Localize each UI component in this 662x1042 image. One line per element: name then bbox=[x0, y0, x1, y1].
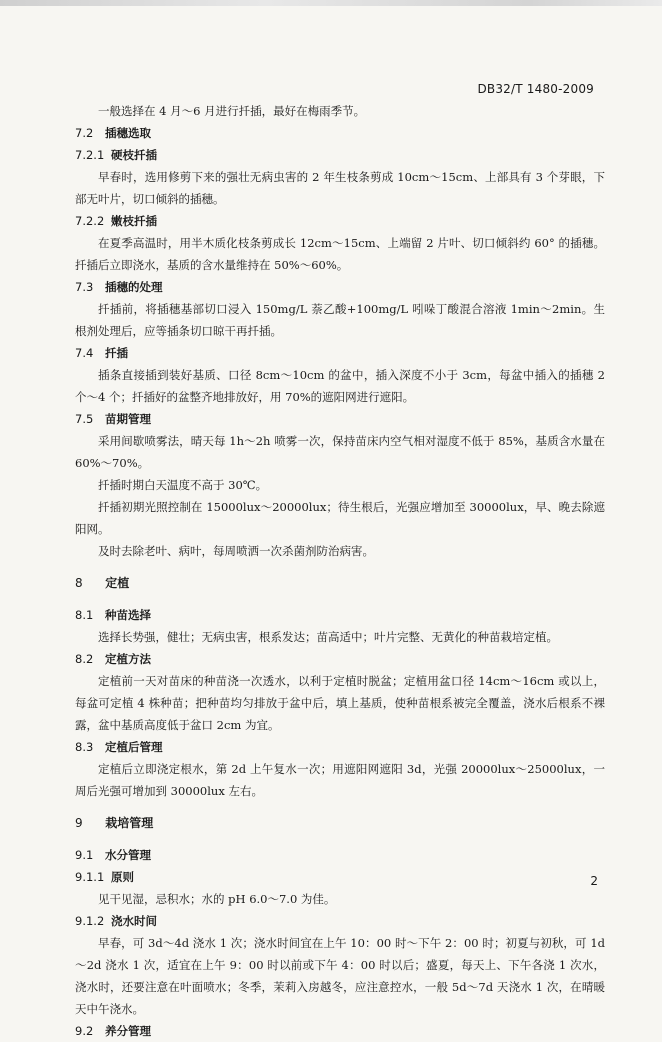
paragraph: 定植前一天对苗床的种苗浇一次透水，以利于定植时脱盆；定植用盆口径 14cm～16cm 或以上，每盆可定植 4 株种苗；把种苗均匀排放于盆中后，填上基质，使种苗根系被完全覆盖，浇水后根系不裸露，盆中基质高度低于盆口 2cm 为宜。 bbox=[75, 674, 605, 732]
section-title: 水分管理 bbox=[105, 848, 152, 862]
section-number: 9.1 bbox=[75, 848, 94, 862]
section-title: 定植 bbox=[105, 576, 130, 590]
section-title: 硬枝扦插 bbox=[111, 148, 158, 162]
section-title: 养分管理 bbox=[105, 1024, 152, 1038]
section-number: 7.3 bbox=[75, 280, 94, 294]
paragraph: 扦插时期白天温度不高于 30℃。 bbox=[98, 478, 268, 492]
paragraph: 见干见湿，忌积水；水的 pH 6.0～7.0 为佳。 bbox=[98, 892, 336, 906]
section-number: 7.4 bbox=[75, 346, 94, 360]
paragraph: 选择长势强，健壮；无病虫害，根系发达；苗高适中；叶片完整、无黄化的种苗栽培定植。 bbox=[98, 630, 558, 644]
subsection-heading bbox=[75, 910, 605, 932]
paragraph: 插条直接插到装好基质、口径 8cm～10cm 的盆中，插入深度不小于 3cm，每盆中插入的插穗 2 个～4 个；扦插好的盆整齐地排放好，用 70%的遮阳网进行遮阳。 bbox=[75, 368, 605, 404]
section-title: 插穗的处理 bbox=[105, 280, 163, 294]
paragraph: 及时去除老叶、病叶，每周喷洒一次杀菌剂防治病害。 bbox=[98, 544, 374, 558]
section-number: 9.2 bbox=[75, 1024, 94, 1038]
section-title: 定植后管理 bbox=[105, 740, 163, 754]
section-heading bbox=[75, 408, 605, 430]
section-heading bbox=[75, 736, 605, 758]
document-body bbox=[75, 100, 605, 1042]
section-number: 8 bbox=[75, 576, 83, 590]
paragraph: 采用间歇喷雾法，晴天每 1h～2h 喷雾一次，保持苗床内空气相对湿度不低于 85%，基质含水量在 60%～70%。 bbox=[75, 434, 605, 470]
paragraph: 扦插前，将插穗基部切口浸入 150mg/L 萘乙酸+100mg/L 吲哚丁酸混合溶液 1min～2min。生根剂处理后，应等插条切口晾干再扦插。 bbox=[75, 302, 605, 338]
section-title: 原则 bbox=[111, 870, 135, 884]
subsection-heading bbox=[75, 210, 605, 232]
section-title: 浇水时间 bbox=[111, 914, 158, 928]
section-number: 7.2.2 bbox=[75, 214, 105, 228]
paragraph: 早春时，选用修剪下来的强壮无病虫害的 2 年生枝条剪成 10cm～15cm、上部具有 3 个芽眼，下部无叶片，切口倾斜的插穗。 bbox=[75, 170, 605, 206]
section-number: 8.3 bbox=[75, 740, 94, 754]
section-title: 插穗选取 bbox=[105, 126, 152, 140]
paragraph: 一般选择在 4 月～6 月进行扦插，最好在梅雨季节。 bbox=[98, 104, 366, 118]
section-number: 9 bbox=[75, 816, 83, 830]
section-number: 9.1.1 bbox=[75, 870, 105, 884]
section-heading bbox=[75, 276, 605, 298]
chapter-heading bbox=[75, 572, 605, 594]
section-title: 扦插 bbox=[105, 346, 129, 360]
section-title: 定植方法 bbox=[105, 652, 152, 666]
page-number: 2 bbox=[590, 874, 598, 888]
standard-code: DB32/T 1480-2009 bbox=[477, 82, 594, 96]
section-title: 栽培管理 bbox=[105, 816, 154, 830]
chapter-heading bbox=[75, 812, 605, 834]
section-title: 种苗选择 bbox=[105, 608, 152, 622]
scan-edge bbox=[0, 0, 662, 6]
subsection-heading bbox=[75, 866, 605, 888]
section-number: 7.5 bbox=[75, 412, 94, 426]
paragraph: 在夏季高温时，用半木质化枝条剪成长 12cm～15cm、上端留 2 片叶、切口倾斜约 60° 的插穗。扦插后立即浇水，基质的含水量维持在 50%～60%。 bbox=[75, 236, 605, 272]
section-heading bbox=[75, 342, 605, 364]
section-title: 苗期管理 bbox=[105, 412, 152, 426]
section-number: 8.1 bbox=[75, 608, 94, 622]
section-number: 7.2.1 bbox=[75, 148, 105, 162]
section-number: 8.2 bbox=[75, 652, 94, 666]
paragraph: 扦插初期光照控制在 15000lux～20000lux；待生根后，光强应增加至 30000lux，早、晚去除遮阳网。 bbox=[75, 500, 605, 536]
section-number: 7.2 bbox=[75, 126, 94, 140]
section-heading bbox=[75, 604, 605, 626]
paragraph: 早春，可 3d～4d 浇水 1 次；浇水时间宜在上午 10：00 时～下午 2：00 时；初夏与初秋，可 1d～2d 浇水 1 次，适宜在上午 9：00 时以前或下午 4：00 时以后；盛夏，每天上、下午各浇 1 次水，浇水时，还要注意在叶面喷水；冬季，茉莉入房越冬，应注意控水，一般 5d～7d 天浇水 1 次，在晴暖天中午浇水。 bbox=[75, 936, 605, 1016]
section-title: 嫩枝扦插 bbox=[111, 214, 158, 228]
section-number: 9.1.2 bbox=[75, 914, 105, 928]
paragraph: 定植后立即浇定根水，第 2d 上午复水一次；用遮阳网遮阳 3d，光强 20000lux～25000lux，一周后光强可增加到 30000lux 左右。 bbox=[75, 762, 605, 798]
section-heading bbox=[75, 122, 605, 144]
section-heading bbox=[75, 648, 605, 670]
section-heading bbox=[75, 844, 605, 866]
subsection-heading bbox=[75, 144, 605, 166]
section-heading bbox=[75, 1020, 605, 1042]
